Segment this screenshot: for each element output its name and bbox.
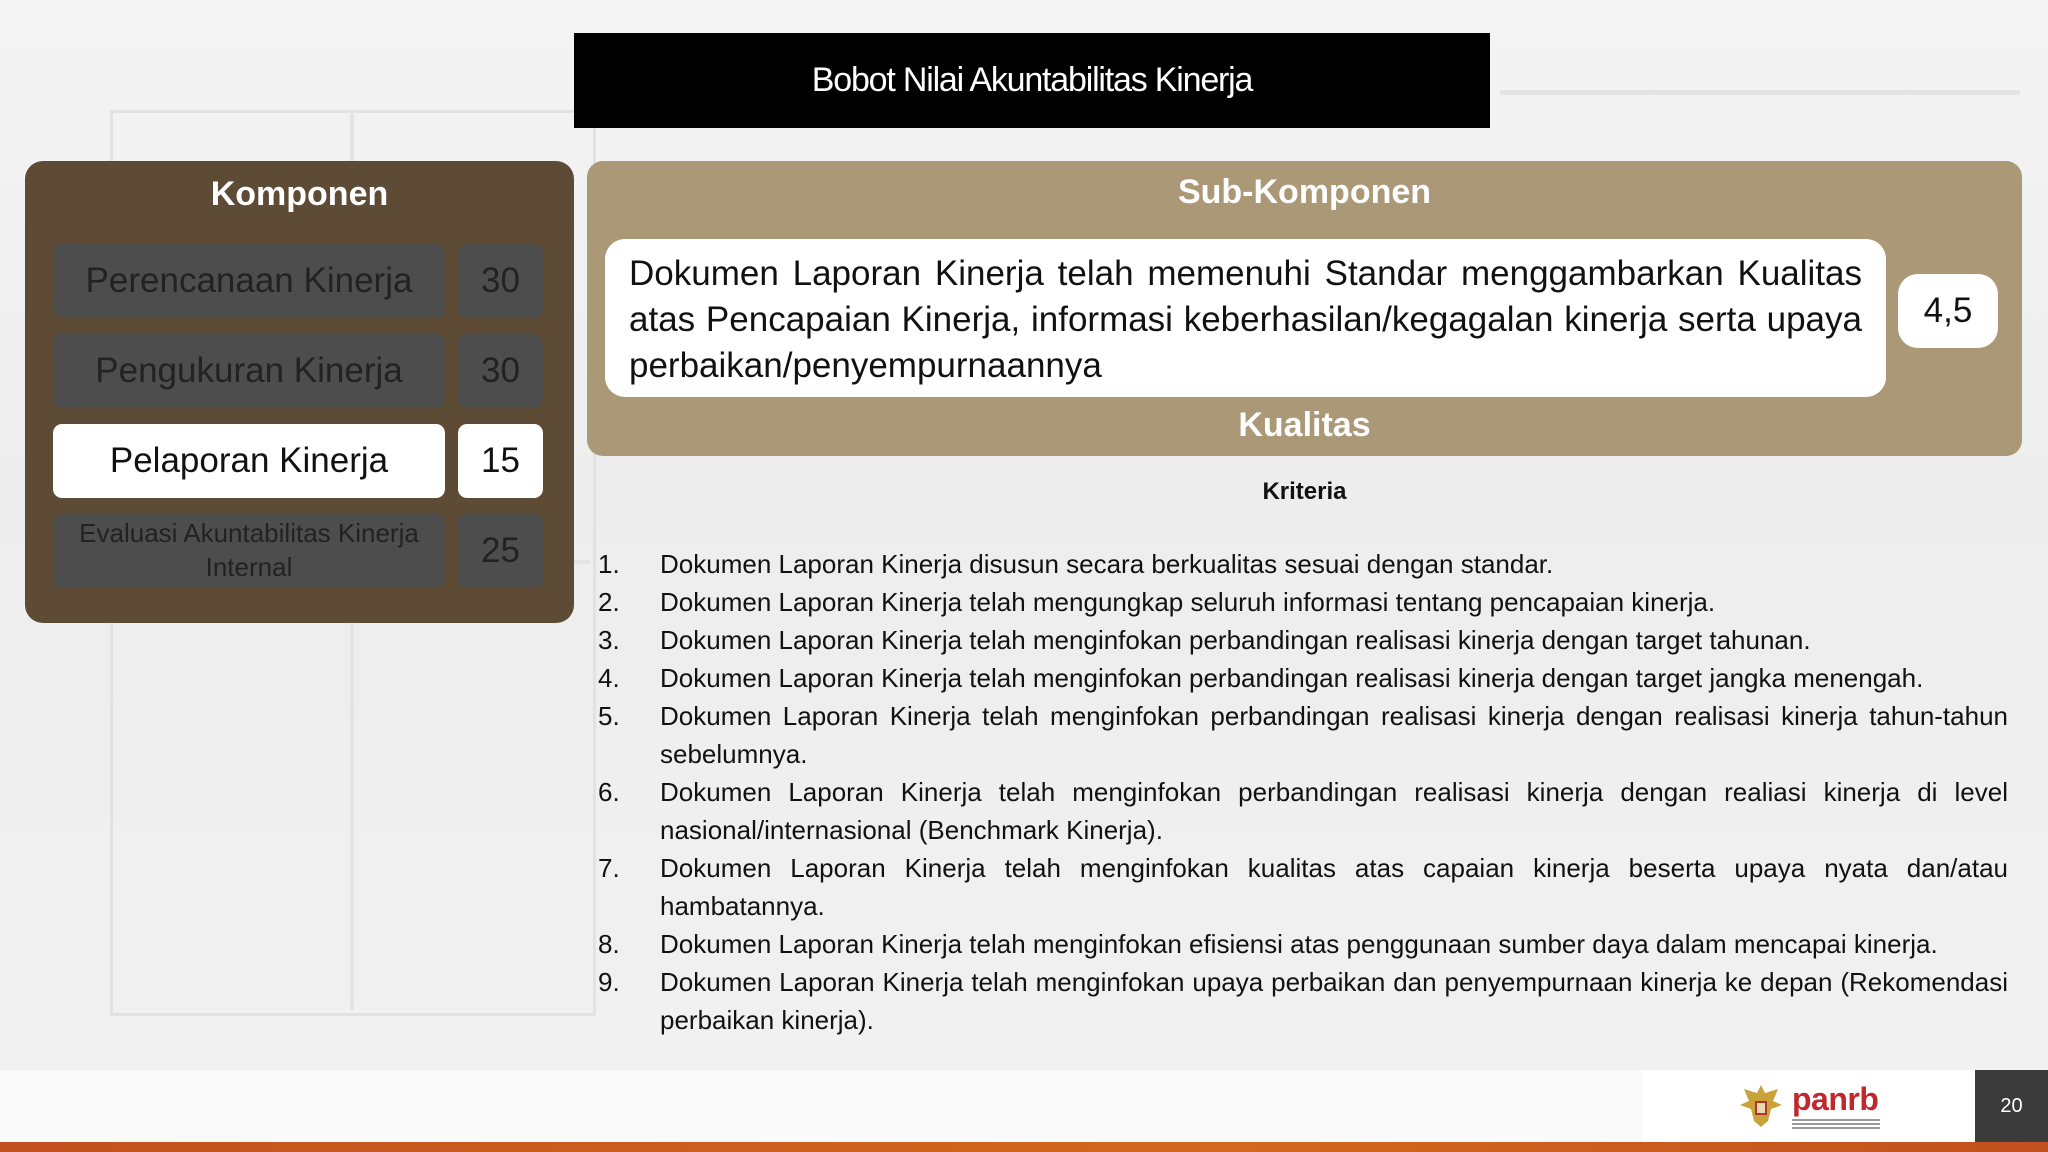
komponen-label: Perencanaan Kinerja [53,244,445,318]
komponen-value: 25 [458,514,543,588]
sub-komponen-category: Kualitas [1238,406,1371,444]
komponen-value: 30 [458,334,543,408]
komponen-heading: Komponen [210,175,389,213]
kriteria-text: Dokumen Laporan Kinerja disusun secara berkualitas sesuai dengan standar. [660,549,1554,579]
kriteria-text: Dokumen Laporan Kinerja telah menginfokan upaya perbaikan dan penyempurnaan kinerja ke depan (Rekomendasi perbaikan kinerja). [660,967,2008,1035]
logo-wordmark: panrb [1792,1081,1879,1117]
kriteria-list [598,545,2008,1039]
komponen-label: Evaluasi Akuntabilitas Kinerja Internal [53,514,445,588]
komponen-panel [25,161,574,623]
komponen-value: 15 [458,424,543,498]
kriteria-text: Dokumen Laporan Kinerja telah menginfokan perbandingan realisasi kinerja dengan realisasi kinerja tahun-tahun sebelumnya. [660,701,2008,769]
kriteria-item [598,659,2008,697]
kriteria-number: 8. [598,929,620,959]
kriteria-text: Dokumen Laporan Kinerja telah menginfokan perbandingan realisasi kinerja dengan target jangka menengah. [660,663,1924,693]
kriteria-number: 9. [598,967,620,997]
kriteria-number: 6. [598,777,620,807]
kriteria-item [598,849,2008,925]
kriteria-number: 2. [598,587,620,617]
sub-komponen-description: Dokumen Laporan Kinerja telah memenuhi Standar menggambarkan Kualitas atas Pencapaian Kinerja, informasi keberhasilan/kegagalan kinerja serta upaya perbaikan/penyempurnaannya [605,239,1886,397]
kriteria-text: Dokumen Laporan Kinerja telah mengungkap seluruh informasi tentang pencapaian kinerja. [660,587,1716,617]
kriteria-text: Dokumen Laporan Kinerja telah menginfokan kualitas atas capaian kinerja beserta upaya nyata dan/atau hambatannya. [660,853,2008,921]
kriteria-number: 1. [598,549,620,579]
sub-komponen-panel [587,161,2022,456]
kriteria-item [598,963,2008,1039]
garuda-emblem-icon [1738,1081,1784,1131]
sub-komponen-heading: Sub-Komponen [1177,173,1432,211]
komponen-label: Pelaporan Kinerja [53,424,445,498]
sub-komponen-value: 4,5 [1898,274,1998,348]
kriteria-number: 7. [598,853,620,883]
kriteria-item [598,621,2008,659]
kriteria-heading: Kriteria [1262,478,1347,505]
panrb-logo [1643,1070,1975,1142]
kriteria-text: Dokumen Laporan Kinerja telah menginfokan efisiensi atas penggunaan sumber daya dalam mencapai kinerja. [660,929,1938,959]
page-number: 20 [1975,1070,2048,1142]
kriteria-number: 4. [598,663,620,693]
kriteria-item [598,545,2008,583]
komponen-label: Pengukuran Kinerja [53,334,445,408]
kriteria-number: 3. [598,625,620,655]
komponen-value: 30 [458,244,543,318]
kriteria-text: Dokumen Laporan Kinerja telah menginfokan perbandingan realisasi kinerja dengan target tahunan. [660,625,1811,655]
logo-tagline-lines [1792,1119,1880,1129]
kriteria-text: Dokumen Laporan Kinerja telah menginfokan perbandingan realisasi kinerja dengan realiasi kinerja di level nasional/internasional (Benchmark Kinerja). [660,777,2008,845]
slide-title: Bobot Nilai Akuntabilitas Kinerja [574,33,1490,128]
ceiling-beam [1500,90,2020,95]
kriteria-item [598,583,2008,621]
kriteria-item [598,925,2008,963]
footer-accent-line [0,1142,2048,1152]
kriteria-item [598,773,2008,849]
kriteria-item [598,697,2008,773]
kriteria-number: 5. [598,701,620,731]
